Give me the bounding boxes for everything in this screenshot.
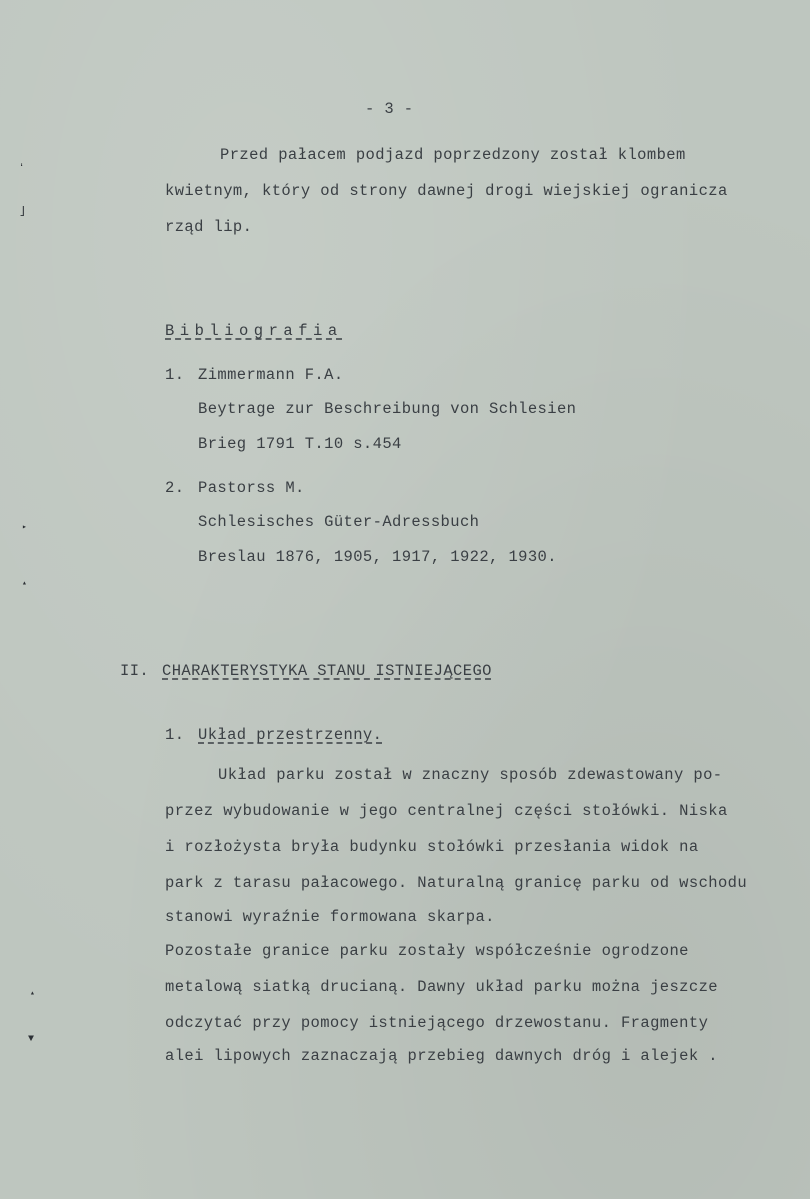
bib-entry-1-imprint: Brieg 1791 T.10 s.454 [198,435,402,453]
body-line-6: Pozostałe granice parku zostały współcześnie ogrodzone [165,942,689,960]
section-number: II. [120,662,150,680]
margin-speck: ▴ [22,579,27,588]
bib-entry-1-title: Beytrage zur Beschreibung von Schlesien [198,400,577,418]
bibliography-heading: Bibliografia [165,322,343,340]
intro-line-1: Przed pałacem podjazd poprzedzony został klombem [220,146,686,164]
margin-speck: ▼ [28,1034,35,1045]
body-line-3: i rozłożysta bryła budynku stołówki przesłania widok na [165,838,699,856]
subsection-title: Układ przestrzenny. [198,726,383,744]
body-line-5: stanowi wyraźnie formowana skarpa. [165,908,495,926]
margin-speck: ▴ [30,989,35,998]
section-title: CHARAKTERYSTYKA STANU ISTNIEJĄCEGO [162,662,492,680]
bib-entry-1-author: Zimmermann F.A. [198,366,344,384]
body-line-4: park z tarasu pałacowego. Naturalną granicę parku od wschodu [165,874,748,892]
margin-speck: ʻ [18,162,26,176]
intro-line-3: rząd lip. [165,218,253,236]
bib-entry-2-title: Schlesisches Güter-Adressbuch [198,513,480,531]
page-number: - 3 - [365,100,414,118]
intro-line-2: kwietnym, który od strony dawnej drogi wiejskiej ogranicza [165,182,728,200]
body-line-7: metalową siatką drucianą. Dawny układ parku można jeszcze [165,978,718,996]
body-line-1: Układ parku został w znaczny sposób zdewastowany po- [218,766,723,784]
bib-entry-1-num: 1. [165,366,185,384]
bib-entry-2-num: 2. [165,479,185,497]
body-line-8: odczytać przy pomocy istniejącego drzewostanu. Fragmenty [165,1014,709,1032]
body-line-2: przez wybudowanie w jego centralnej części stołówki. Niska [165,802,728,820]
bib-entry-2-author: Pastorss M. [198,479,305,497]
subsection-number: 1. [165,726,185,744]
bib-entry-2-imprint: Breslau 1876, 1905, 1917, 1922, 1930. [198,548,557,566]
body-line-9: alei lipowych zaznaczają przebieg dawnych dróg i alejek . [165,1047,718,1065]
margin-speck: ˩ [18,205,27,221]
margin-speck: ▸ [22,523,27,532]
